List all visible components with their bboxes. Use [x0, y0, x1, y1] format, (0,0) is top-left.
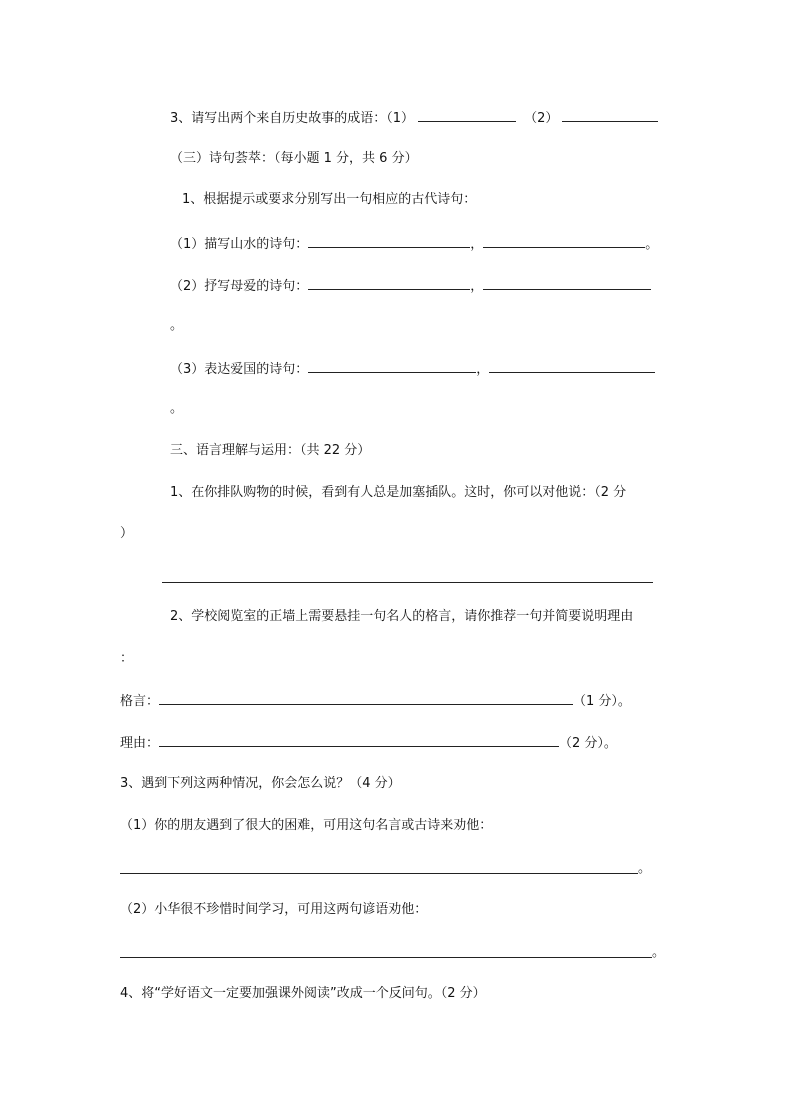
comma: ， [476, 362, 490, 377]
reason-score: （2 分）。 [559, 736, 617, 751]
comma: ， [470, 279, 484, 294]
period: 。 [652, 945, 666, 960]
poem-mother-row [170, 277, 651, 295]
period: 。 [170, 318, 184, 333]
poem-patriot-label: （3）表达爱国的诗句： [170, 362, 309, 377]
reason-row [120, 734, 617, 752]
section-language-heading: 三、语言理解与运用：（共 22 分） [170, 443, 371, 458]
question-idioms-text: 3、请写出两个来自历史故事的成语： [170, 111, 387, 126]
poem-patriot-blank-1[interactable] [308, 360, 476, 373]
motto-blank[interactable] [159, 692, 573, 705]
period: 。 [170, 401, 184, 416]
poem-landscape-blank-1[interactable] [308, 235, 470, 248]
poem-mother-blank-2[interactable] [483, 277, 651, 290]
section-poetry-heading: （三）诗句荟萃：（每小题 1 分，共 6 分） [170, 151, 418, 166]
answer-line-friend[interactable] [120, 873, 638, 874]
answer-line-queue[interactable] [162, 582, 653, 583]
idiom-1-blank[interactable] [418, 109, 516, 122]
poem-mother-label: （2）抒写母爱的诗句： [170, 279, 309, 294]
idiom-1-label: （1） [386, 111, 415, 126]
answer-line-xiaohua[interactable] [120, 957, 652, 958]
comma: ， [470, 237, 484, 252]
poetry-instruction: 1、根据提示或要求分别写出一句相应的古代诗句： [182, 192, 477, 207]
motto-score: （1 分）。 [573, 694, 631, 709]
poem-landscape-label: （1）描写山水的诗句： [170, 237, 309, 252]
poem-patriot-blank-2[interactable] [489, 360, 655, 373]
question-idioms [170, 109, 658, 127]
poem-mother-blank-1[interactable] [308, 277, 470, 290]
motto-row [120, 692, 631, 710]
period: 。 [638, 861, 652, 876]
poem-landscape-row [170, 235, 658, 253]
idiom-2-blank[interactable] [562, 109, 658, 122]
question-motto-colon: ： [120, 651, 134, 666]
poem-patriot-row [170, 360, 655, 378]
question-rhetorical: 4、将“学好语文一定要加强课外阅读”改成一个反问句。（2 分） [120, 986, 486, 1001]
question-queue-close: ） [120, 526, 134, 541]
reason-blank[interactable] [159, 734, 559, 747]
period: 。 [645, 237, 659, 252]
question-situations: 3、遇到下列这两种情况，你会怎么说？（4 分） [120, 776, 401, 791]
idiom-2-label: （2） [524, 111, 559, 126]
reason-label: 理由： [120, 736, 160, 751]
motto-label: 格言： [120, 694, 160, 709]
poem-landscape-blank-2[interactable] [483, 235, 645, 248]
situation-friend: （1）你的朋友遇到了很大的困难，可用这句名言或古诗来劝他： [120, 818, 493, 833]
situation-xiaohua: （2）小华很不珍惜时间学习，可用这两句谚语劝他： [120, 902, 428, 917]
question-queue: 1、在你排队购物的时候，看到有人总是加塞插队。这时，你可以对他说：（2 分 [170, 485, 627, 500]
question-motto: 2、学校阅览室的正墙上需要悬挂一句名人的格言，请你推荐一句并简要说明理由 [170, 609, 634, 624]
